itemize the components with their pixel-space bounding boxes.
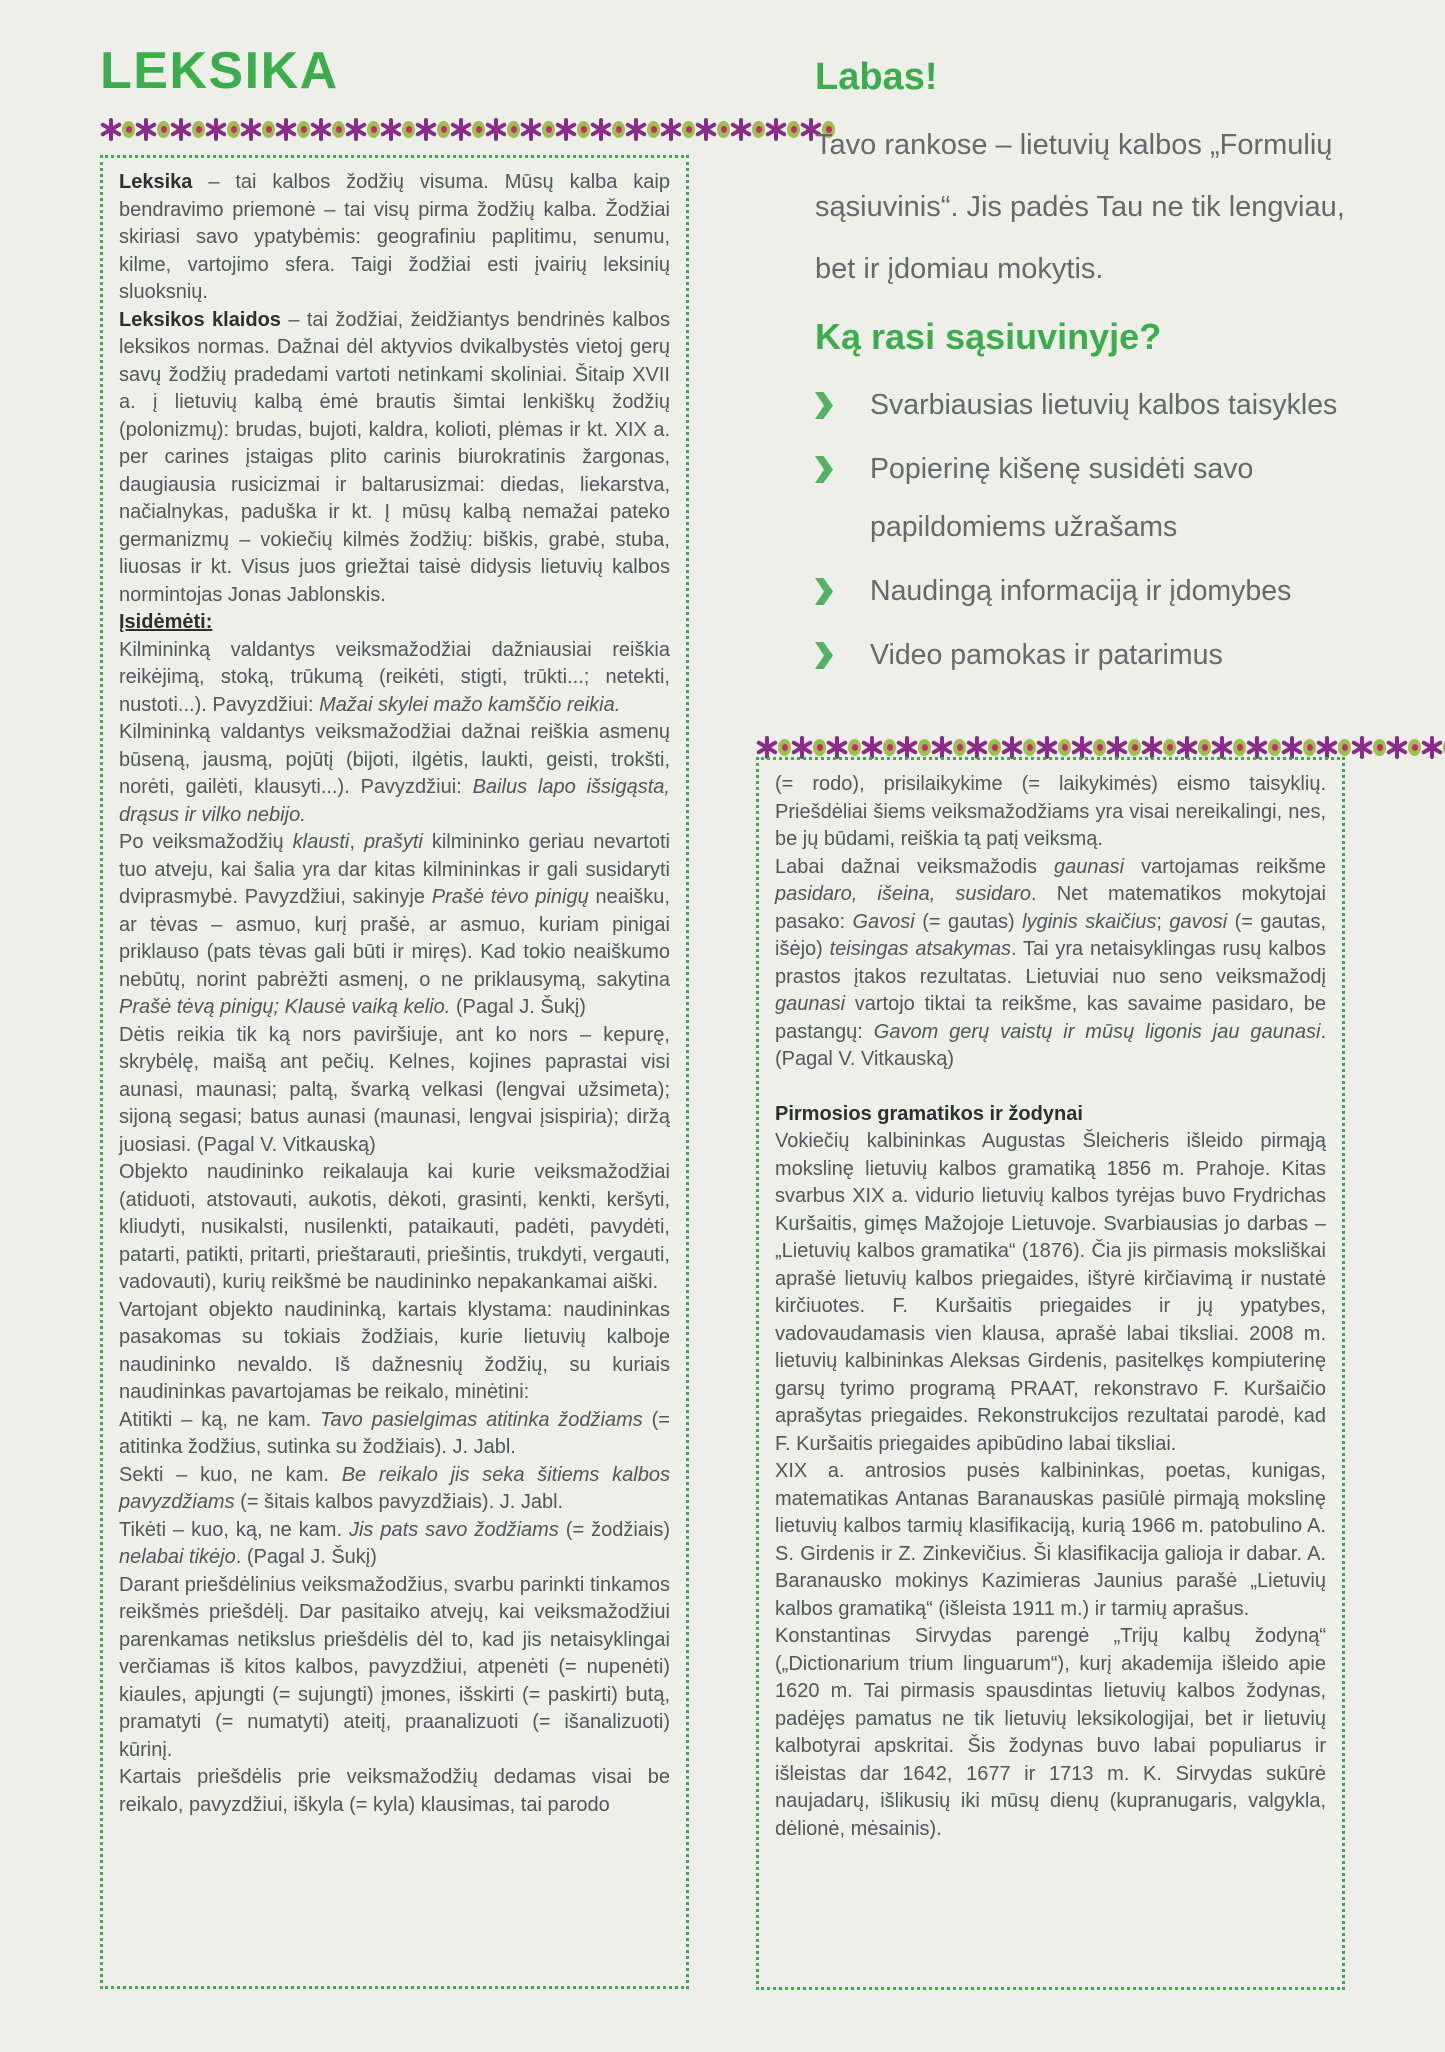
text-run: Objekto naudininko reikalauja kai kurie veiksmažodžiai (atiduoti, atstovauti, aukotis, dėkoti, grasinti, kenkti, keršyti, kliudyti, nusikalsti, nusilenkti, pataikauti, padėti, pavydėti, patarti, patikti, pritarti, prieštarauti, priešintis, trukdyti, vergauti, vadovauti), kurių reikšmė be naudininko nepakankamai aiški.	[119, 1161, 670, 1293]
chevron-bullet-icon	[815, 562, 870, 605]
oval-ornament-icon	[507, 121, 520, 138]
chevron-bullet-icon	[815, 376, 870, 419]
ornament-divider	[100, 116, 689, 142]
text-run: prašyti	[363, 831, 423, 853]
text-run: . Net matematikos mokytojai pasako:	[775, 883, 1326, 933]
asterisk-ornament-icon	[590, 118, 612, 141]
asterisk-ornament-icon	[1176, 736, 1198, 759]
oval-ornament-icon	[1338, 739, 1351, 756]
asterisk-ornament-icon	[1351, 736, 1373, 759]
paragraph	[119, 1572, 670, 1765]
oval-ornament-icon	[122, 121, 135, 138]
asterisk-ornament-icon	[1421, 736, 1443, 759]
asterisk-ornament-icon	[1211, 736, 1233, 759]
bullet-label: Naudingą informaciją ir įdomybes	[870, 575, 1292, 607]
text-run: – tai žodžiai, žeidžiantys bendrinės kalbos leksikos normas. Dažnai dėl aktyvios dvikalbystės vietoj gerų savų žodžių pradedami vartoti netinkami skoliniai. Šitaip XVII a. į lietuvių kalbą ėmė brautis šimtai lenkiškų žodžių (polonizmų): brudas, bujoti, kaldra, kolioti, plėmas ir kt. XIX a. per carines įstaigas plito carinis biurokratinis žargonas, daugiausia rusicizmai ir baltarusizmai: diedas, liekarstva, načialnykas, paduška ir kt. Į mūsų kalbą nemažai pateko germanizmų – vokiečių kilmės žodžių: biškis, grabė, stuba, liuosas ir kt. Visus juos griežtai taisė didysis lietuvių kalbos normintojas Jonas Jablonskis.	[119, 308, 671, 606]
oval-ornament-icon	[437, 121, 450, 138]
oval-ornament-icon	[1023, 739, 1036, 756]
asterisk-ornament-icon	[1141, 736, 1163, 759]
asterisk-ornament-icon	[695, 118, 717, 141]
text-run: Įsidėmėti:	[119, 611, 213, 633]
paragraph	[775, 854, 1326, 1074]
text-run: ,	[349, 831, 364, 853]
text-run: XIX a. antrosios pusės kalbininkas, poetas, kunigas, matematikas Antanas Baranauskas pasiūlė pirmąją mokslinę lietuvių kalbos tarmių klasifikaciją, kurią 1966 m. patobulino A. S. Girdenis ir Z. Zinkevičius. Ši klasifikacija galioja ir dabar. A. Baranausko mokinys Kazimieras Jaunius parašė „Lietuvių kalbos gramatiką“ (išleista 1911 m.) ir tarmių aprašus.	[775, 1460, 1326, 1620]
text-run: ;	[1156, 910, 1170, 933]
asterisk-ornament-icon	[1001, 736, 1023, 759]
asterisk-ornament-icon	[966, 736, 988, 759]
asterisk-ornament-icon	[1386, 736, 1408, 759]
bullet-label: Video pamokas ir patarimus	[870, 639, 1223, 671]
paragraph	[775, 1458, 1326, 1623]
oval-ornament-icon	[778, 739, 791, 756]
page-title: LEKSIKA	[100, 42, 339, 100]
text-run: Atitikti – ką, ne kam.	[119, 1408, 321, 1431]
text-run: Vokiečių kalbininkas Augustas Šleicheris išleido pirmąją mokslinę lietuvių kalbos gramatiką 1856 m. Prahoje. Kitas svarbus XIX a. vidurio lietuvių kalbos tyrėjas buvo Frydrichas Kuršaitis, gimęs Mažojoje Lietuvoje. Svarbiausias jo darbas – „Lietuvių kalbos gramatika“ (1876). Čia jis pirmasis moksliškai aprašė lietuvių kalbos priegaides, ištyrė kirčiavimą ir nustatė kirčiuotes. F. Kuršaitis priegaides ir jų ypatybes, vadovaudamasis vien klausa, aprašė labai tiksliai. 2008 m. lietuvių kalbininkas Aleksas Girdenis, pasitelkęs kompiuterinę garsų tyrimo programą PRAAT, rekonstravo F. Kuršaičio aprašytas priegaides. Rekonstrukcijos rezultatai parodė, kad F. Kuršaitis priegaides apibūdino labai tiksliai.	[775, 1130, 1326, 1455]
bullet-item	[815, 626, 1347, 684]
paragraph	[119, 1297, 670, 1407]
text-run: (= šitais kalbos pavyzdžiais). J. Jabl.	[234, 1491, 564, 1513]
oval-ornament-icon	[647, 121, 660, 138]
asterisk-ornament-icon	[896, 736, 918, 759]
text-run: Labai dažnai veiksmažodis	[775, 855, 1055, 878]
text-run: lyginis skaičius	[1022, 910, 1157, 933]
oval-ornament-icon	[1058, 739, 1071, 756]
text-run: . Tai yra netaisyklingas rusų kalbos prastos įtakos rezultatas. Lietuviai nuo seno veiksmažodį	[775, 938, 1327, 988]
text-run: Pirmosios gramatikos ir žodynai	[775, 1102, 1083, 1125]
paragraph	[119, 1022, 670, 1160]
oval-ornament-icon	[1163, 739, 1176, 756]
asterisk-ornament-icon	[1281, 736, 1303, 759]
text-run: (= rodo), prisilaikykime (= laikykimės) eismo taisyklių. Priešdėliai šiems veiksmažodžiams yra visai nereikalingi, nes, be jų būdami, reiškia tą patį veiksmą.	[775, 773, 1326, 850]
oval-ornament-icon	[472, 121, 485, 138]
oval-ornament-icon	[682, 121, 695, 138]
text-run: Sekti – kuo, ne kam.	[119, 1463, 342, 1486]
oval-ornament-icon	[612, 121, 625, 138]
asterisk-ornament-icon	[345, 118, 367, 141]
asterisk-ornament-icon	[1316, 736, 1338, 759]
text-run: kilmininko geriau nevartoti tuo atveju, kai šalia yra dar kitas kilmininkas ir gali susidaryti dviprasmybė. Pavyzdžiui, sakinyje	[119, 831, 670, 908]
oval-ornament-icon	[227, 121, 240, 138]
asterisk-ornament-icon	[1071, 736, 1093, 759]
chevron-bullet-icon	[815, 626, 870, 669]
paragraph	[119, 307, 670, 610]
oval-ornament-icon	[577, 121, 590, 138]
text-run: Po veiksmažodžių	[119, 831, 293, 853]
oval-ornament-icon	[332, 121, 345, 138]
text-run: nelabai tikėjo	[119, 1546, 236, 1568]
oval-ornament-icon	[918, 739, 931, 756]
asterisk-ornament-icon	[1246, 736, 1268, 759]
asterisk-ornament-icon	[555, 118, 577, 141]
bullet-list	[756, 376, 1347, 684]
text-run: vartojo tiktai ta reikšme, kas savaime pasidaro, be pastangų:	[775, 993, 1326, 1043]
oval-ornament-icon	[1408, 739, 1421, 756]
text-run: Gavosi	[852, 910, 915, 933]
oval-ornament-icon	[848, 739, 861, 756]
oval-ornament-icon	[262, 121, 275, 138]
asterisk-ornament-icon	[730, 118, 752, 141]
asterisk-ornament-icon	[205, 118, 227, 141]
paragraph	[775, 771, 1326, 854]
text-run: Kartais priešdėlis prie veiksmažodžių dedamas visai be reikalo, pavyzdžiui, iškyla (= kyla) klausimas, tai parodo	[119, 1766, 670, 1816]
oval-ornament-icon	[1093, 739, 1106, 756]
asterisk-ornament-icon	[791, 736, 813, 759]
oval-ornament-icon	[1198, 739, 1211, 756]
text-run: gavosi	[1169, 910, 1228, 933]
asterisk-ornament-icon	[756, 736, 778, 759]
text-run: . (Pagal V. Vitkauską)	[775, 1020, 1326, 1070]
oval-ornament-icon	[367, 121, 380, 138]
right-column	[756, 50, 1347, 2010]
text-run: (Pagal J. Šukį)	[450, 996, 586, 1018]
text-run: . (Pagal J. Šukį)	[235, 1546, 377, 1568]
text-run: (= gautas, išėjo)	[775, 910, 1327, 960]
paragraph	[119, 637, 670, 720]
paragraph	[775, 1101, 1326, 1129]
text-run: Kilmininką valdantys veiksmažodžiai dažniausiai reiškia reikėjimą, stoką, trūkumą (reikėti, stigti, trūkti...; netekti, nustoti...). Pavyzdžiui:	[119, 638, 670, 716]
oval-ornament-icon	[717, 121, 730, 138]
text-run: Prašė tėvą pinigų; Klausė vaiką kelio.	[119, 996, 451, 1018]
text-run: gaunasi	[775, 993, 846, 1015]
paragraph	[119, 1462, 670, 1517]
paragraph	[119, 1517, 670, 1572]
oval-ornament-icon	[883, 739, 896, 756]
asterisk-ornament-icon	[240, 118, 262, 141]
text-run: Be reikalo jis seka šitiems kalbos pavyzdžiams	[119, 1463, 670, 1513]
bullet-label: Popierinę kišenę susidėti savo papildomiems užrašams	[870, 453, 1254, 543]
asterisk-ornament-icon	[826, 736, 848, 759]
oval-ornament-icon	[192, 121, 205, 138]
paragraph	[119, 1764, 670, 1819]
text-run: pasidaro, išeina, susidaro	[775, 883, 1031, 905]
asterisk-ornament-icon	[380, 118, 402, 141]
text-run: (= žodžiais)	[558, 1518, 670, 1541]
bullet-item	[815, 562, 1347, 620]
text-run: Kilmininką valdantys veiksmažodžiai dažnai reiškia asmenų būseną, jausmą, pojūtį (bijoti, ilgėtis, laukti, geisti, trokšti, norėti, gailėti, klausyti...). Pavyzdžiui:	[119, 721, 670, 798]
asterisk-ornament-icon	[450, 118, 472, 141]
chevron-bullet-icon	[815, 440, 870, 483]
text-run: Darant priešdėlinius veiksmažodžius, svarbu parinkti tinkamos reikšmės priešdėlį. Dar pasitaiko atvejų, kai veiksmažodžiui parenkamas netikslus priešdėlis dėl to, kad jis netaisyklingai verčiamas iš kitos kalbos, pavyzdžiui, atpenėti (= nupenėti) kiaules, apjungti (= sujungti) įmones, išskirti (= paskirti) butą, pramatyti (= numatyti) ateitį, praanalizuoti (= išanalizuoti) kūrinį.	[119, 1573, 670, 1761]
asterisk-ornament-icon	[135, 118, 157, 141]
text-run: Tavo pasielgimas atitinka žodžiams	[320, 1408, 643, 1431]
text-run: Bailus lapo išsigąsta, drąsus ir vilko nebijo.	[119, 776, 670, 826]
text-run: Konstantinas Sirvydas parengė „Trijų kalbų žodyną“ („Dictionarium trium linguarum“), kurį akademija išleido apie 1620 m. Tai pirmasis spausdintas lietuvių kalbos žodynas, padėjęs pamatus ne tik lietuvių leksikologijai, bet ir lietuvių kalbotyrai apskritai. Šis žodynas buvo labai populiarus ir išleistas dar 1642, 1677 ir 1713 m. K. Sirvydas sukūrė naujadarų, išlikusių iki mūsų dienų (kupranugaris, valgykla, dėlionė, mėsainis).	[775, 1625, 1326, 1840]
text-run: Prašė tėvo pinigų	[431, 886, 589, 908]
text-run: teisingas atsakymas	[829, 938, 1011, 960]
oval-ornament-icon	[1303, 739, 1316, 756]
paragraph	[119, 169, 670, 307]
asterisk-ornament-icon	[1036, 736, 1058, 759]
right-content-box	[756, 757, 1345, 1990]
text-run: Leksika	[119, 171, 193, 193]
asterisk-ornament-icon	[275, 118, 297, 141]
question-heading: Ką rasi sąsiuvinyje?	[815, 316, 1162, 357]
left-content-box	[100, 155, 689, 1989]
paragraph	[119, 609, 670, 637]
asterisk-ornament-icon	[100, 118, 122, 141]
bullet-label: Svarbiausias lietuvių kalbos taisykles	[870, 389, 1338, 421]
text-run: vartojamas reikšme	[1124, 855, 1326, 878]
text-run: (= gautas)	[914, 910, 1023, 933]
oval-ornament-icon	[1373, 739, 1386, 756]
text-run: (= atitinka žodžius, sutinka su žodžiais). J. Jabl.	[119, 1408, 670, 1458]
asterisk-ornament-icon	[660, 118, 682, 141]
asterisk-ornament-icon	[931, 736, 953, 759]
oval-ornament-icon	[157, 121, 170, 138]
bullet-item	[815, 440, 1347, 556]
asterisk-ornament-icon	[625, 118, 647, 141]
left-column	[100, 42, 689, 1989]
asterisk-ornament-icon	[310, 118, 332, 141]
text-run: gaunasi	[1054, 855, 1125, 878]
text-run: Mažai skylei mažo kamščio reikia.	[319, 693, 621, 716]
greeting-title: Labas!	[815, 56, 938, 98]
text-run: klausti	[292, 831, 350, 853]
text-run: Vartojant objekto naudininką, kartais klystama: naudininkas pasakomas su tokiais žodžiais, kurie lietuvių kalboje naudininko nevaldo. Iš dažnesnių žodžių, su kuriais naudininkas pavartojamas be reikalo, minėtini:	[119, 1298, 670, 1403]
oval-ornament-icon	[1268, 739, 1281, 756]
asterisk-ornament-icon	[485, 118, 507, 141]
oval-ornament-icon	[402, 121, 415, 138]
oval-ornament-icon	[953, 739, 966, 756]
oval-ornament-icon	[1128, 739, 1141, 756]
text-run: neaišku, ar tėvas – asmuo, kurį prašė, ar asmuo, kuriam pinigai priklauso (pats tėvas gali būti ir miręs). Kad tokio neaiškumo nebūtų, norint pabrėžti asmenį, o ne priklausymą, sakytina	[119, 886, 670, 991]
text-run: Gavom gerų vaistų ir mūsų ligonis jau gaunasi	[873, 1020, 1321, 1043]
oval-ornament-icon	[988, 739, 1001, 756]
asterisk-ornament-icon	[415, 118, 437, 141]
asterisk-ornament-icon	[170, 118, 192, 141]
intro-text: Tavo rankose – lietuvių kalbos „Formulių sąsiuvinis“. Jis padės Tau ne tik lengviau, bet ir įdomiau mokytis.	[815, 129, 1345, 285]
text-run: Tikėti – kuo, ką, ne kam.	[119, 1518, 349, 1541]
text-run: Leksikos klaidos	[119, 308, 281, 331]
paragraph	[775, 1128, 1326, 1458]
bullet-item	[815, 376, 1347, 434]
oval-ornament-icon	[1233, 739, 1246, 756]
text-run: – tai kalbos žodžių visuma. Mūsų kalba kaip bendravimo priemonė – tai visų pirma žodžių kalba. Žodžiai skiriasi savo ypatybėmis: geografiniu paplitimu, senumu, kilme, vartojimo sfera. Taigi žodžiai esti įvairių leksinių sluoksnių.	[119, 171, 670, 303]
paragraph	[119, 719, 670, 829]
oval-ornament-icon	[813, 739, 826, 756]
oval-ornament-icon	[542, 121, 555, 138]
paragraph	[119, 1159, 670, 1297]
text-run: Dėtis reikia tik ką nors paviršiuje, ant ko nors – kepurę, skrybėlę, maišą ant pečių. Kelnes, kojines paprastai visi aunasi, maunasi; paltą, švarką velkasi (lengvai užsimeta); sijoną segasi; batus aunasi (maunasi, lengvai įsispiria); diržą juosiasi. (Pagal V. Vitkauską)	[119, 1023, 670, 1156]
oval-ornament-icon	[297, 121, 310, 138]
paragraph	[775, 1623, 1326, 1843]
text-run: Jis pats savo žodžiams	[348, 1518, 559, 1541]
asterisk-ornament-icon	[861, 736, 883, 759]
asterisk-ornament-icon	[520, 118, 542, 141]
asterisk-ornament-icon	[1106, 736, 1128, 759]
paragraph	[119, 1407, 670, 1462]
paragraph	[119, 829, 670, 1022]
